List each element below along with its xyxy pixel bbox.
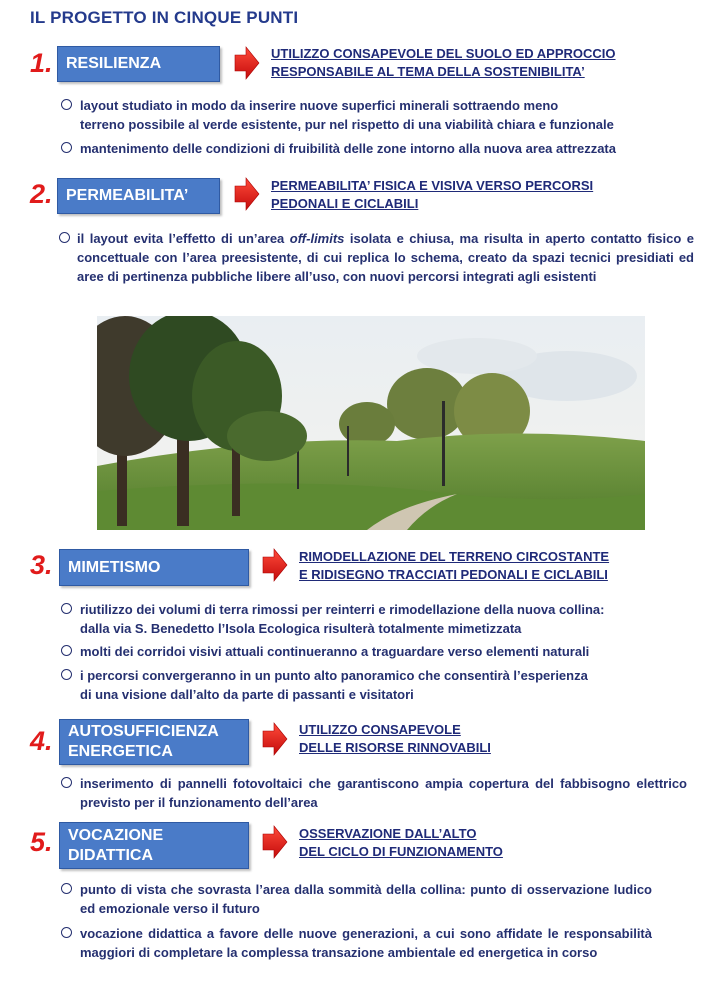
page-title: IL PROGETTO IN CINQUE PUNTI [30,8,299,27]
bullet-circle-icon [61,645,72,656]
bullet-circle-icon [59,232,70,243]
point-2-heading: PERMEABILITA’ FISICA E VISIVA VERSO PERCORSI PEDONALI E CICLABILI [271,178,594,211]
point-3-label: MIMETISMO [68,558,161,576]
point-2-label: PERMEABILITA’ [66,187,189,204]
arrow-right-icon [234,177,260,211]
point-1-label-box [57,46,220,82]
point-5-heading: OSSERVAZIONE DALL’ALTO DEL CICLO DI FUNZIONAMENTO [299,826,503,859]
point-5-label-line-2: DIDATTICA [68,846,154,864]
arrow-right-icon [262,825,288,859]
point-1-bullet-1: layout studiato in modo da inserire nuove superfici minerali sottraendo meno terreno possibile al verde esistente, pur nel rispetto di una viabilità chiara e funzionale [80,96,690,134]
bullet-circle-icon [61,142,72,153]
bullet-circle-icon [61,99,72,110]
park-rendering-image [97,316,645,530]
bullet-circle-icon [61,777,72,788]
point-1-number: 1. [30,48,53,78]
point-4-heading: UTILIZZO CONSAPEVOLE DELLE RISORSE RINNOVABILI [299,722,491,755]
bullet-circle-icon [61,603,72,614]
point-2-bullet: il layout evita l’effetto di un’area off-limits isolata e chiusa, ma risulta in aperto contatto fisico e concettuale con l’area preesistente, di cui replica lo schema, creato da spazi tecnici presidiati ed aree di pertinenza pubbliche libere all’uso, con nuovi percorsi integrati agli esistenti [77,229,694,286]
point-5-label-box [59,822,249,869]
bullet-circle-icon [61,927,72,938]
point-1-heading: UTILIZZO CONSAPEVOLE DEL SUOLO ED APPROCCIO RESPONSABILE AL TEMA DELLA SOSTENIBILITA’ [271,46,616,79]
point-3-bullet-3: i percorsi convergeranno in un punto alto panoramico che consentirà l’esperienza di una visione dall’alto da parte di passanti e visitatori [80,666,700,704]
arrow-right-icon [262,548,288,582]
point-4-label-box [59,719,249,765]
bullet-circle-icon [61,669,72,680]
point-5-number: 5. [30,827,53,857]
point-2-label-box [57,178,220,214]
point-3-number: 3. [30,550,53,580]
point-3-bullet-2: molti dei corridoi visivi attuali continueranno a traguardare verso elementi naturali [80,642,700,661]
point-4-label-line-2: ENERGETICA [68,743,173,760]
point-3-heading: RIMODELLAZIONE DEL TERRENO CIRCOSTANTE E RIDISEGNO TRACCIATI PEDONALI E CICLABILI [299,549,610,582]
point-3-label-box [59,549,249,586]
point-5-label-line-1: VOCAZIONE [68,826,164,844]
point-5-bullet-1: punto di vista che sovrasta l’area dalla sommità della collina: punto di osservazione ludico ed emozionale verso il futuro [80,880,652,918]
point-4-label-line-1: AUTOSUFFICIENZA [68,723,219,740]
point-1-bullet-2: mantenimento delle condizioni di fruibilità delle zone intorno alla nuova area attrezzata [80,139,700,158]
point-4-number: 4. [30,726,53,756]
point-5-bullet-2: vocazione didattica a favore delle nuove generazioni, a cui sono affidate le responsabilità maggiori di completare la complessa transazione ambientale ed energetica in corso [80,924,652,962]
arrow-right-icon [262,722,288,756]
point-3-bullet-1: riutilizzo dei volumi di terra rimossi per reinterri e rimodellazione della nuova collina: dalla via S. Benedetto l’Isola Ecologica risulterà totalmente mimetizzata [80,600,700,638]
point-4-bullet: inserimento di pannelli fotovoltaici che garantiscono ampia copertura del fabbisogno elettrico previsto per il funzionamento dell’area [80,774,687,812]
bullet-circle-icon [61,883,72,894]
point-1-label: RESILIENZA [66,55,162,72]
arrow-right-icon [234,46,260,80]
point-2-number: 2. [30,179,53,209]
